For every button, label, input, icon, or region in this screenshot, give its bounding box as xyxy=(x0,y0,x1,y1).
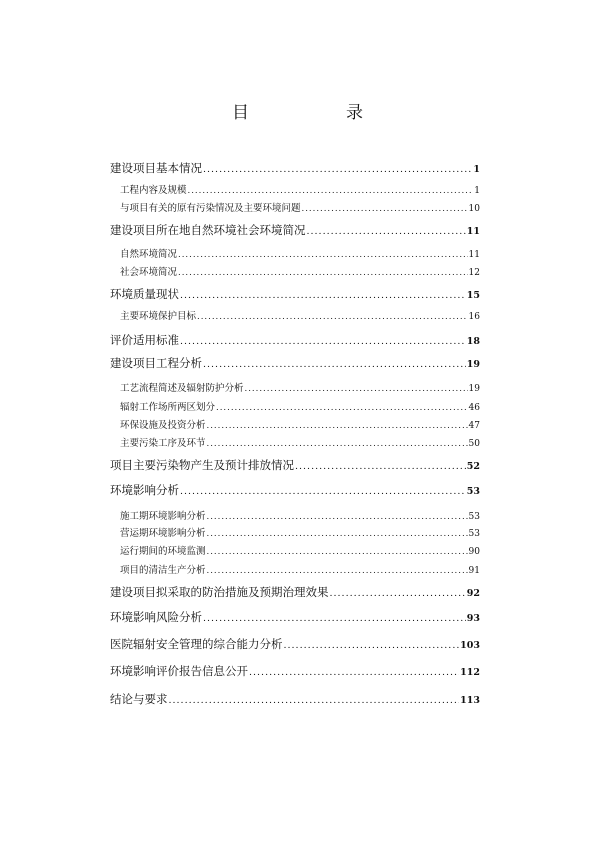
toc-entry[interactable] xyxy=(110,482,480,498)
dot-leader xyxy=(207,421,468,431)
dot-leader xyxy=(178,250,468,260)
toc-entry[interactable] xyxy=(110,584,480,600)
toc-entry[interactable] xyxy=(110,286,480,302)
toc-entry-title: 项目主要污染物产生及预计排放情况 xyxy=(110,458,294,472)
toc-entry-page: 53 xyxy=(468,512,480,522)
dot-leader xyxy=(207,512,468,522)
toc-entry-title: 建设项目基本情况 xyxy=(110,161,202,175)
toc-entry[interactable] xyxy=(110,160,480,176)
toc-entry[interactable] xyxy=(120,308,480,322)
toc-entry-title: 运行期间的环境监测 xyxy=(120,546,206,557)
dot-leader xyxy=(188,186,474,196)
toc-entry-title: 建设项目工程分析 xyxy=(110,356,202,370)
toc-entry[interactable] xyxy=(110,355,480,371)
toc-entry-title: 环境影响风险分析 xyxy=(110,610,202,624)
toc-entry[interactable] xyxy=(120,399,480,413)
toc-entry[interactable] xyxy=(110,222,480,238)
toc-entry[interactable] xyxy=(120,200,480,214)
dot-leader xyxy=(216,403,468,413)
toc-entry-page: 19 xyxy=(466,359,480,370)
toc-entry[interactable] xyxy=(120,435,480,449)
toc-entry[interactable] xyxy=(110,332,480,348)
toc-entry-title: 结论与要求 xyxy=(110,692,168,706)
toc-entry-title: 自然环境简况 xyxy=(120,249,178,260)
toc-entry-page: 15 xyxy=(466,290,480,301)
toc-entry-page: 112 xyxy=(460,667,480,678)
toc-entry[interactable] xyxy=(120,417,480,431)
dot-leader xyxy=(197,312,468,322)
dot-leader xyxy=(302,204,468,214)
dot-leader xyxy=(284,640,460,651)
toc-entry-title: 与项目有关的原有污染情况及主要环境问题 xyxy=(120,203,301,214)
toc-entry-page: 19 xyxy=(468,384,480,394)
toc-entry[interactable] xyxy=(120,246,480,260)
toc-entry-page: 10 xyxy=(468,204,480,214)
toc-entry-title: 辐射工作场所两区划分 xyxy=(120,402,216,413)
dot-leader xyxy=(180,290,466,301)
toc-entry[interactable] xyxy=(120,508,480,522)
toc-entry-title: 施工期环境影响分析 xyxy=(120,511,206,522)
toc-entry-title: 主要污染工序及环节 xyxy=(120,438,206,449)
toc-entry-title: 主要环境保护目标 xyxy=(120,311,197,322)
toc-entry-page: 92 xyxy=(466,588,480,599)
toc-entry[interactable] xyxy=(120,380,480,394)
toc-entry-title: 环境影响分析 xyxy=(110,483,179,497)
dot-leader xyxy=(180,336,466,347)
toc-entry-title: 营运期环境影响分析 xyxy=(120,528,206,539)
toc-entry-page: 113 xyxy=(460,695,480,706)
toc-entry-page: 93 xyxy=(466,613,480,624)
toc-entry-page: 1 xyxy=(473,164,480,175)
toc-entry-title: 建设项目所在地自然环境社会环境简况 xyxy=(110,223,306,237)
toc-entry-page: 91 xyxy=(468,566,480,576)
page-title: 目 录 xyxy=(232,103,403,123)
toc-entry-page: 103 xyxy=(460,640,480,651)
dot-leader xyxy=(307,226,466,237)
toc-entry[interactable] xyxy=(110,636,480,652)
toc-entry[interactable] xyxy=(110,663,480,679)
toc-entry[interactable] xyxy=(110,691,480,707)
dot-leader xyxy=(180,486,466,497)
toc-entry-title: 医院辐射安全管理的综合能力分析 xyxy=(110,637,283,651)
dot-leader xyxy=(203,164,472,175)
toc-entry-page: 47 xyxy=(468,421,480,431)
toc-entry-page: 18 xyxy=(466,336,480,347)
toc-entry-page: 50 xyxy=(468,439,480,449)
dot-leader xyxy=(207,529,468,539)
toc-entry-title: 工艺流程简述及辐射防护分析 xyxy=(120,383,244,394)
dot-leader xyxy=(207,547,468,557)
toc-entry-page: 53 xyxy=(468,529,480,539)
toc-entry-title: 环境影响评价报告信息公开 xyxy=(110,664,248,678)
toc-entry[interactable] xyxy=(120,562,480,576)
dot-leader xyxy=(207,566,468,576)
toc-entry[interactable] xyxy=(120,264,480,278)
dot-leader xyxy=(245,384,468,394)
toc-entry[interactable] xyxy=(120,182,480,196)
toc-entry[interactable] xyxy=(120,525,480,539)
toc-entry-title: 环保设施及投资分析 xyxy=(120,420,206,431)
dot-leader xyxy=(330,588,466,599)
toc-entry-title: 环境质量现状 xyxy=(110,287,179,301)
toc-entry-page: 52 xyxy=(466,461,480,472)
dot-leader xyxy=(203,359,466,370)
toc-entry-page: 11 xyxy=(466,226,480,237)
toc-entry-title: 评价适用标准 xyxy=(110,333,179,347)
toc-entry-page: 1 xyxy=(474,186,480,196)
toc-entry-title: 建设项目拟采取的防治措施及预期治理效果 xyxy=(110,585,329,599)
dot-leader xyxy=(178,268,468,278)
toc-entry-page: 53 xyxy=(466,486,480,497)
dot-leader xyxy=(249,667,459,678)
toc-entry-title: 社会环境简况 xyxy=(120,267,178,278)
toc-entry-page: 12 xyxy=(468,268,480,278)
toc-entry-page: 11 xyxy=(468,250,480,260)
toc-entry[interactable] xyxy=(120,543,480,557)
toc-entry[interactable] xyxy=(110,609,480,625)
toc-entry-page: 16 xyxy=(468,312,480,322)
dot-leader xyxy=(169,695,460,706)
toc-entry-page: 46 xyxy=(468,403,480,413)
toc-entry-page: 90 xyxy=(468,547,480,557)
dot-leader xyxy=(295,461,466,472)
toc-entry-title: 项目的清洁生产分析 xyxy=(120,565,206,576)
dot-leader xyxy=(207,439,468,449)
toc-entry-title: 工程内容及规模 xyxy=(120,185,187,196)
toc-entry[interactable] xyxy=(110,457,480,473)
dot-leader xyxy=(203,613,466,624)
